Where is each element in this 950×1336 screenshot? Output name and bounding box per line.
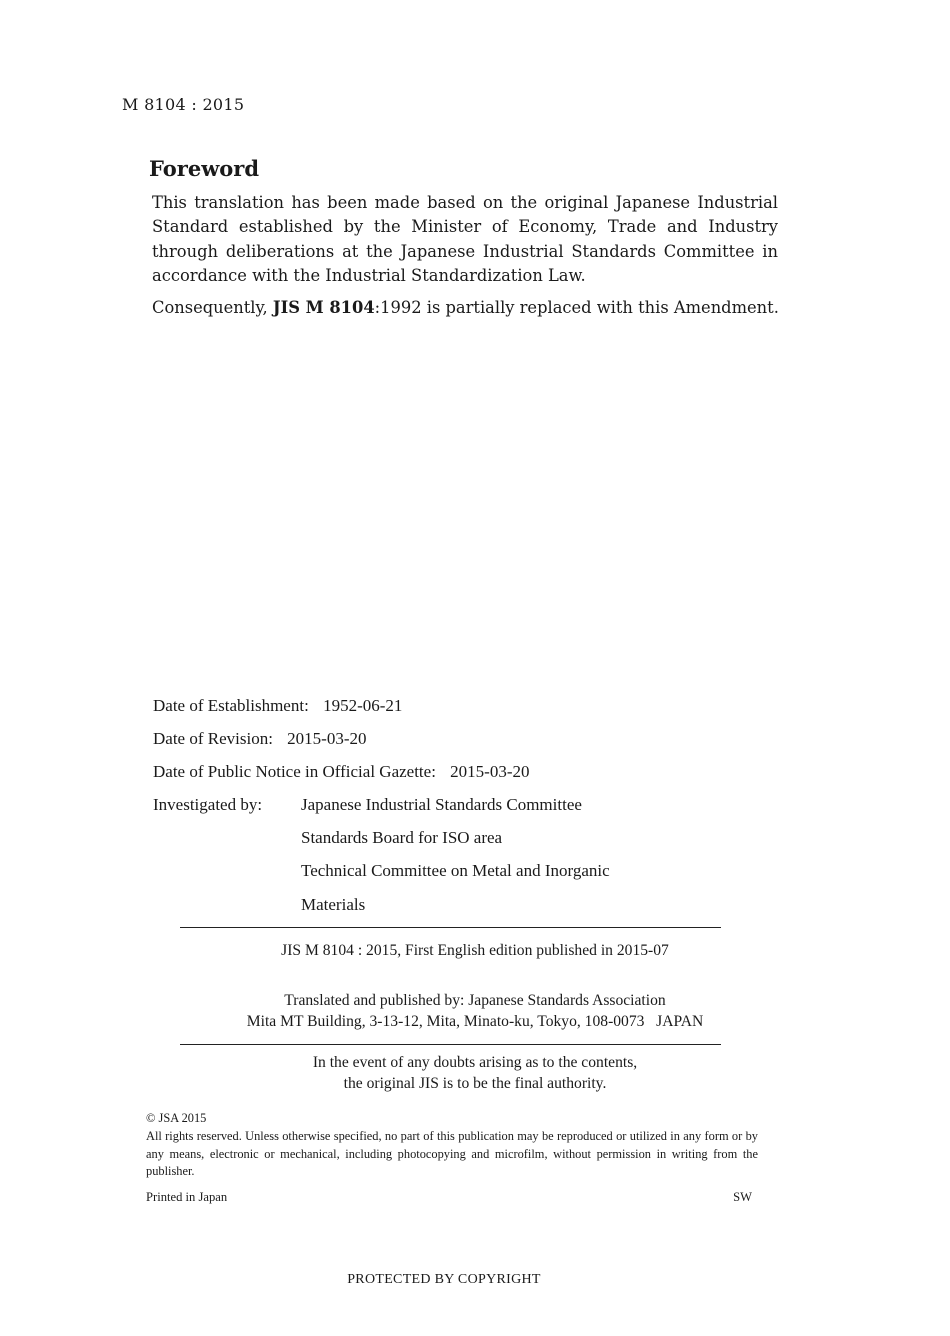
establishment-value: 1952-06-21 (323, 696, 403, 715)
foreword-paragraph-2 (152, 296, 792, 320)
establishment-label: Date of Establishment: (153, 696, 309, 715)
paragraph-2-prefix: Consequently, (152, 298, 273, 317)
investigated-by-label: Investigated by: (153, 795, 263, 814)
foreword-paragraph-1: This translation has been made based on the original Japanese Industrial Standard established by the Minister of Economy, Trade and Industry through deliberations at the Japanese Industrial Standards Committee in accordance with the Industrial Standardization Law. (152, 193, 778, 286)
divider-top (180, 927, 721, 928)
authority-line-1: In the event of any doubts arising as to the contents, (312, 1054, 638, 1071)
rights-statement: All rights reserved. Unless otherwise specified, no part of this publication may be reproduced or utilized in any form or by any means, electronic or mechanical, including photocopying and microfilm, without permission in writing from the publisher. (146, 1129, 758, 1179)
establishment-date-row (153, 696, 402, 716)
public-notice-label: Date of Public Notice in Official Gazette: (153, 762, 436, 781)
authority-line-2: the original JIS is to be the final authority. (343, 1075, 607, 1092)
paragraph-2-suffix: :1992 is partially replaced with this Amendment. (374, 298, 779, 317)
public-notice-date-row (153, 762, 530, 782)
foreword-title: Foreword (149, 156, 260, 181)
standard-code: M 8104 : 2015 (122, 95, 245, 114)
printed-in-japan: Printed in Japan (146, 1190, 228, 1204)
printed-row (146, 1190, 752, 1205)
protected-by-copyright: PROTECTED BY COPYRIGHT (347, 1272, 541, 1287)
copyright-notice: © JSA 2015 (146, 1111, 207, 1125)
publisher-line-2: Mita MT Building, 3-13-12, Mita, Minato-ku, Tokyo, 108-0073 JAPAN (246, 1013, 704, 1030)
divider-bottom (180, 1044, 721, 1045)
investigator-line-2: Standards Board for ISO area (301, 828, 503, 847)
public-notice-value: 2015-03-20 (450, 762, 530, 781)
edition-line: JIS M 8104 : 2015, First English edition published in 2015-07 (281, 942, 669, 959)
revision-label: Date of Revision: (153, 729, 273, 748)
revision-value: 2015-03-20 (287, 729, 367, 748)
publisher-line-1: Translated and published by: Japanese Standards Association (284, 992, 666, 1009)
investigator-line-3: Technical Committee on Metal and Inorganic (301, 861, 610, 880)
investigator-line-1: Japanese Industrial Standards Committee (301, 795, 582, 814)
revision-date-row (153, 729, 367, 749)
print-code: SW (733, 1190, 752, 1204)
investigator-line-4: Materials (301, 895, 366, 914)
jis-reference: JIS M 8104 (272, 298, 375, 317)
